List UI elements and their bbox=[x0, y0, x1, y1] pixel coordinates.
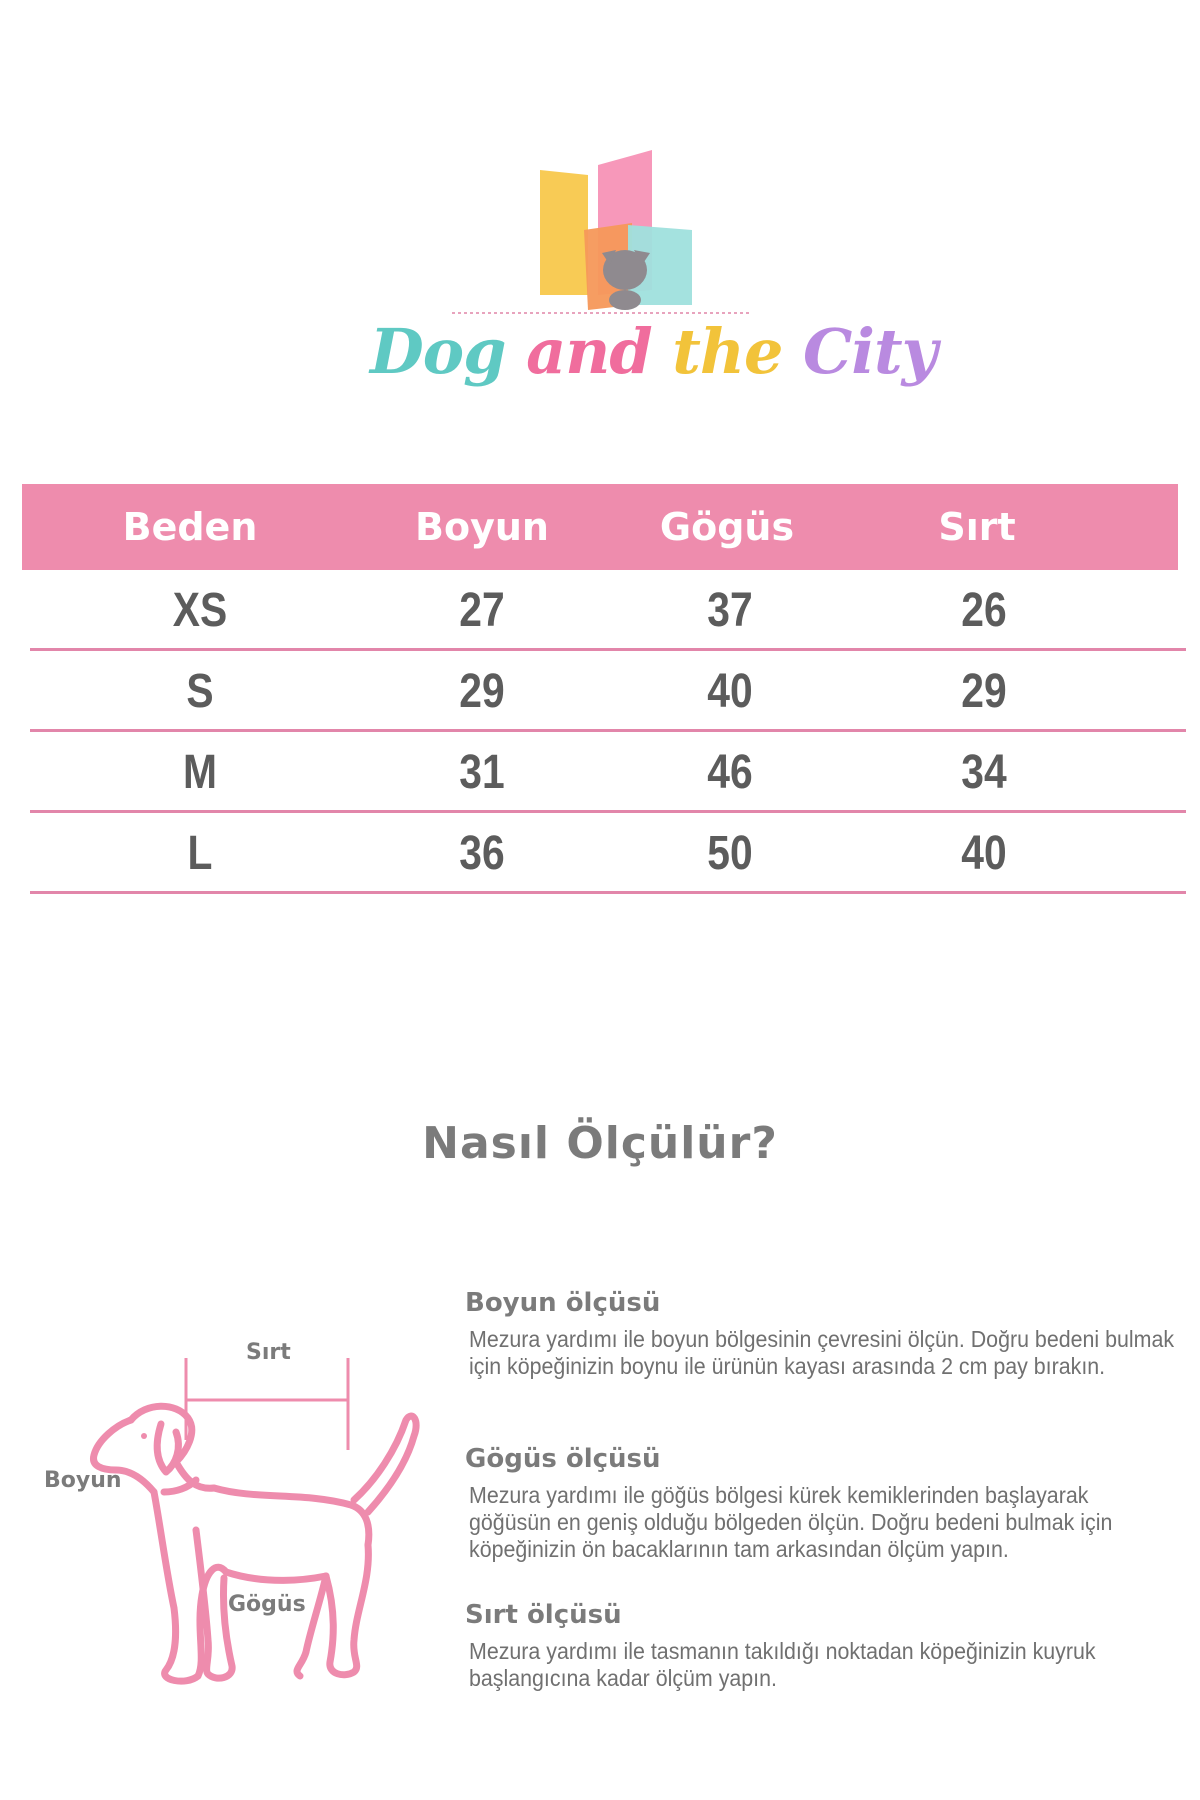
cell-chest: 46 bbox=[707, 746, 753, 799]
section-heading: Sırt ölçüsü bbox=[465, 1600, 622, 1630]
table-header bbox=[22, 484, 1178, 570]
neck-measure-section bbox=[465, 1288, 1175, 1380]
table-row bbox=[30, 813, 1186, 894]
cell-chest: 37 bbox=[707, 584, 753, 637]
section-heading: Gögüs ölçüsü bbox=[465, 1444, 661, 1474]
back-measure-section bbox=[465, 1600, 1175, 1692]
chest-measure-section bbox=[465, 1444, 1175, 1563]
header-size: Beden bbox=[122, 505, 258, 549]
cell-back: 29 bbox=[961, 665, 1007, 718]
size-table bbox=[22, 484, 1178, 880]
dog-outline-icon bbox=[36, 1340, 436, 1700]
cell-back: 26 bbox=[961, 584, 1007, 637]
cell-neck: 36 bbox=[459, 827, 505, 880]
logo-wordmark bbox=[370, 315, 937, 388]
section-text: Mezura yardımı ile boyun bölgesinin çevresini ölçün. Doğru bedeni bulmak için köpeğinizin boynu ile ürünün kayası arasında 2 cm pay bırakın. bbox=[469, 1326, 1175, 1379]
logo-word-dog: Dog bbox=[370, 315, 506, 388]
cell-neck: 27 bbox=[459, 584, 505, 637]
section-text: Mezura yardımı ile göğüs bölgesi kürek kemiklerinden başlayarak göğüsün en geniş olduğu bölgeden ölçün. Doğru bedeni bulmak için köpeğinizin ön bacaklarının tam arkasından ölçüm yapın. bbox=[469, 1482, 1113, 1562]
cell-chest: 40 bbox=[707, 665, 753, 718]
table-row bbox=[30, 651, 1186, 732]
section-heading: Boyun ölçüsü bbox=[465, 1288, 661, 1318]
cell-chest: 50 bbox=[707, 827, 753, 880]
diagram-label-neck: Boyun bbox=[44, 1468, 122, 1493]
cell-back: 40 bbox=[961, 827, 1007, 880]
cell-size: M bbox=[183, 746, 217, 799]
header-chest: Gögüs bbox=[659, 505, 795, 549]
cell-neck: 31 bbox=[459, 746, 505, 799]
brand-logo bbox=[370, 145, 937, 405]
dog-measurement-diagram bbox=[36, 1340, 436, 1700]
diagram-label-back: Sırt bbox=[246, 1340, 291, 1365]
section-text: Mezura yardımı ile tasmanın takıldığı noktadan köpeğinizin kuyruk başlangıcına kadar ölçüm yapın. bbox=[469, 1638, 1096, 1691]
diagram-label-chest: Gögüs bbox=[228, 1592, 306, 1617]
cell-neck: 29 bbox=[459, 665, 505, 718]
cell-size: XS bbox=[172, 584, 228, 637]
logo-word-the: the bbox=[672, 315, 783, 388]
logo-word-city: City bbox=[803, 315, 937, 388]
header-back: Sırt bbox=[938, 505, 1016, 549]
cell-size: S bbox=[186, 665, 214, 718]
logo-buildings-graphic bbox=[370, 145, 840, 315]
how-to-measure-title: Nasıl Ölçülür? bbox=[422, 1118, 778, 1169]
cell-size: L bbox=[187, 827, 213, 880]
table-row bbox=[30, 732, 1186, 813]
cell-back: 34 bbox=[961, 746, 1007, 799]
header-neck: Boyun bbox=[415, 505, 549, 549]
table-row bbox=[30, 570, 1186, 651]
logo-word-and: and bbox=[526, 315, 652, 388]
